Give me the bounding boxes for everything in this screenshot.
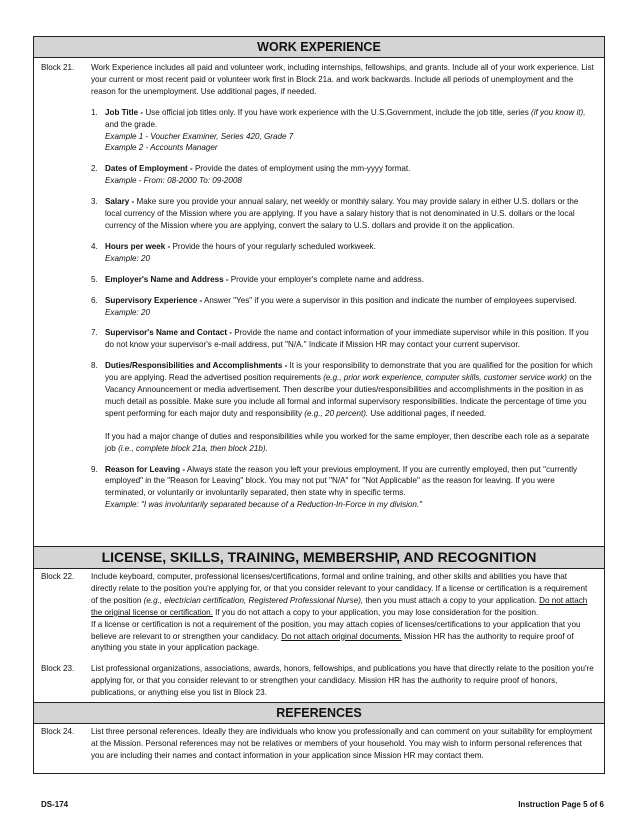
list-item: 2. Dates of Employment - Provide the dates of employment using the mm-yyyy format. Example - From: 08-2000 To: 09-2008 [91, 164, 411, 186]
form-number: DS-174 [41, 800, 69, 809]
list-item: 7. Supervisor's Name and Contact - Provide the name and contact information of your immediate supervisor while in this position. If you do not know your supervisor's e-mail address, put "N/A." Indicate if Mission HR may contact your current supervisor. [91, 328, 589, 350]
page-footer [41, 800, 604, 809]
work-experience-body [34, 58, 604, 546]
list-item: 4. Hours per week - Provide the hours of your regularly scheduled workweek. Example: 20 [91, 241, 376, 263]
work-experience-header: WORK EXPERIENCE [34, 37, 604, 58]
block-22: Block 22. Include keyboard, computer, professional licenses/certifications, formal and online training, and other skills and abilities you have that directly relate to the position you're applying for, or that you consider relevant to your candidacy. If a license or certification is a requirement of the position (e.g., electrician certification, Registered Professional Nurse), then you must attach a copy to your application. Do not attach the original license or certification. If you do not attach a copy to your application, you may lose consideration for the position. If a license or certification is not a requirement of the position, you may attach copies of licenses/certifications to your application that you believe are relevant to or strengthen your candidacy. Do not attach original documents. Mission HR has the authority to require proof of anything you state in your application package. [41, 572, 588, 653]
page-number: Instruction Page 5 of 6 [518, 800, 604, 809]
list-item: 8. Duties/Responsibilities and Accomplishments - It is your responsibility to demonstrate that you are qualified for the position for which you are applying. Read the advertised position requirements (e.g., prior work experience, computer skills, customer service work) on the Vacancy Announcement or media advertisement. Then describe your duties/responsibilities and accomplishments in the position in as much detail as possible. Make sure you include all formal and informal supervisory responsibilities. Indicate the percentage of time you spent performing for each major duty and responsibility (e.g., 20 percent). Use additional pages, if needed. If you had a major change of duties and responsibilities while you worked for the same employer, then describe each role as a separate job (i.e., complete block 21a, then block 21b). [91, 361, 593, 453]
block-23: Block 23. List professional organizations, associations, awards, honors, fellowships, and publications you have that directly relate to the position you're applying for, or that you consider relevant to or strengthen your candidacy. Mission HR has the authority to require proof of honors, publications, or anything else you list in Block 23. [41, 664, 594, 698]
block-21 [34, 62, 604, 511]
work-items-list [91, 107, 594, 511]
list-item: 3. Salary - Make sure you provide your annual salary, net weekly or monthly salary. You may provide salary in either U.S. dollars or the local currency of the Mission where you are applying. If you have a salary history that is not denominated in U.S. dollars or the local currency of the Mission where you are applying, convert the salary to U.S. dollars and provide it on the application. [91, 197, 579, 230]
references-body [34, 724, 604, 762]
references-header: REFERENCES [34, 702, 604, 724]
list-item: 9. Reason for Leaving - Always state the reason you left your previous employment. If you are currently employed, then put "currently employed" in the "Reason for Leaving" block. You may not put "N/A" for "Not Applicable" as the reason for leaving. If you were terminated, or voluntarily or involuntarily separated, then state why in specific terms. Example: "I was involuntarily separated because of a Reduction-In-Force in my division." [91, 464, 578, 510]
list-item: 5. Employer's Name and Address - Provide your employer's complete name and address. [91, 274, 424, 284]
list-item: 1. Job Title - Use official job titles only. If you have work experience with the U.S.Government, include the job title, series (if you know it), and the grade. Example 1 - Voucher Examiner, Series 420, Grade 7 Example 2 - Accounts Manager [91, 107, 586, 153]
block-24: Block 24. List three personal references. Ideally they are individuals who know you professionally and can comment on your suitability for employment at the Mission. Personal references may not be relatives or members of your household. You may wish to inform personal references that you are including their names and contact information in your application since Mission HR may contact them. [41, 727, 593, 760]
list-item: 6. Supervisory Experience - Answer "Yes" if you were a supervisor in this position and indicate the number of employees supervised. Example: 20 [91, 295, 577, 317]
block-label: Block 21. [41, 63, 75, 72]
license-skills-body [34, 569, 604, 702]
form-frame [33, 36, 605, 774]
license-skills-header: LICENSE, SKILLS, TRAINING, MEMBERSHIP, AND RECOGNITION [34, 546, 604, 569]
block-21-intro: Work Experience includes all paid and volunteer work, including internships, fellowships, and grants. Include all of your work experience. List your current or most recent paid or volunteer work first in Block 21a. and work backwards. Include all periods of unemployment and the reason for the unemployment. Use additional pages, if needed. [91, 63, 594, 96]
